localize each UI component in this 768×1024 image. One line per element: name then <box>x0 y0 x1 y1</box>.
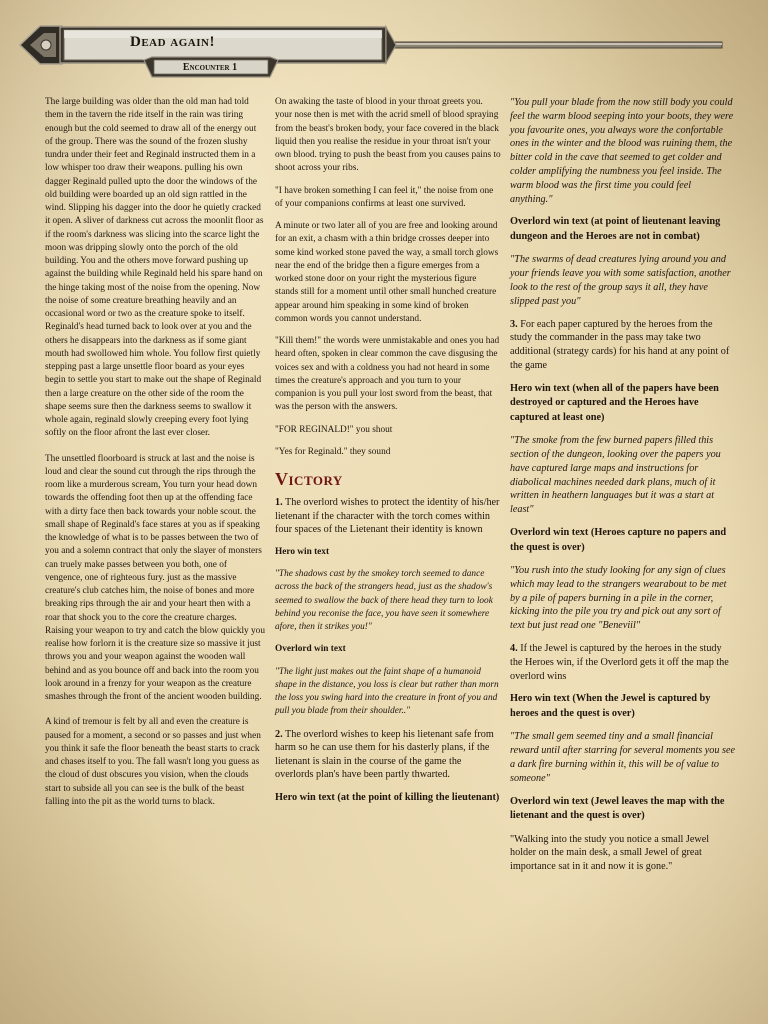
overlord-win-text-2: "The swarms of dead creatures lying around you and your friends leave you with some satisfaction, another look to the rest of the group says it all, they have slipped past you" <box>510 254 731 307</box>
condition-number: 4. <box>510 643 518 655</box>
overlord-win-label-2: Overlord win text (at point of lieutenant leaving dungeon and the Heroes are not in combat) <box>510 216 721 242</box>
hero-win-label-3: Hero win text (when all of the papers have been destroyed or captured and the Heroes have captured at least one) <box>510 382 719 423</box>
story-paragraph: The unsettled floorboard is struck at last and the noise is loud and clear the sound cut through the rips through the room like a murderous scream, You turn your head down towards the offending foot then up at the offending face with a dirty face then back towards your noble scout. the small shape of Reginald's face stares at you as if speaking the knowledge of what is to be passes between the two of you and a solemn contract that only the slayer of monsters can truely make passes between you both, one of vengence, one of righteous fury. just as the massive creature's club catches him, the noise of bones and more breaking rips through the air and your heart then with a roar that shock you to the core the creature charges. Raising your weapon to try and catch the blow quickly you realise how forlorn it is the creature size so massive it just throws you and your weapon against the wooden wall behind and as you bounce off and back into the room you look around in a frenzy for your weapon as the creature smashes through the front of the ancient wooden building. <box>45 453 265 702</box>
overlord-win-text-4: "Walking into the study you notice a small Jewel holder on the main desk, a small Jewel of great importance sat in it and now it is gone." <box>510 833 710 873</box>
condition-text: For each paper captured by the heroes from the study the commander in the pass may take two additional (strategy cards) for his hand at any point of the game <box>510 318 730 371</box>
victory-condition-3 <box>510 318 736 373</box>
victory-condition-1 <box>275 496 501 537</box>
banner-frame <box>0 0 768 84</box>
story-paragraph: A minute or two later all of you are free and looking around for an exit, a chasm with a thin bridge crosses deeper into some kind worked stone paved the way, a small torch glows near the end of the bridge then a figure emerges from a worked stone door on your right the mysterious figure stands still for a moment until other small hunched creature appear around him speaking in some kind of broken common words you cannot understand. <box>275 221 499 324</box>
hero-win-text-4: "The small gem seemed tiny and a small financial reward until after starring for several moments you see a dark fire burning within it, this will be of value to someone" <box>510 731 736 784</box>
column-3 <box>510 96 736 883</box>
condition-text: If the Jewel is captured by the heroes in the study the Heroes win, if the Overlord gets it off the map the overlord wins <box>510 643 729 682</box>
story-paragraph: On awaking the taste of blood in your throat greets you. your nose then is met with the acrid smell of blood spraying from the beast's broken body, your face covered in the black liquid then you realise the residue in your throat isn't your own blood. trying to push the beast from you causes pains to shoot across your ribs. <box>275 97 501 174</box>
story-paragraph: "I have broken something I can feel it," the noise from one of your companions confirms at least one survived. <box>275 185 494 209</box>
condition-text: The overlord wishes to protect the identity of his/her lietenant if the character with the torch comes within four spaces of the Lietenant their identity is known <box>275 497 500 536</box>
story-paragraph: "Yes for Reginald." they sound <box>275 446 391 457</box>
condition-number: 3. <box>510 318 518 330</box>
overlord-win-text-3: "You rush into the study looking for any sign of clues which may lead to the strangers wearabout to be met by a pile of papers burning in a pile in the corner, kicking into the pile you try and pick out any sort of text but just read one "Beneviil" <box>510 565 727 632</box>
column-1 <box>45 96 265 818</box>
victory-conditions <box>275 496 501 537</box>
hero-win-label-2: Hero win text (at the point of killing the lieutenant) <box>275 791 500 803</box>
column-2 <box>275 96 501 814</box>
victory-heading: Victory <box>275 469 343 489</box>
victory-condition-2 <box>275 728 501 782</box>
hero-win-label: Hero win text <box>275 546 330 557</box>
overlord-win-label-3: Overlord win text (Heroes capture no papers and the quest is over) <box>510 527 727 553</box>
encounter-label: Encounter 1 <box>182 62 238 73</box>
condition-number: 1. <box>275 497 283 508</box>
condition-text: The overlord wishes to keep his lietenant safe from harm so he can use them for his dasterly plans, if the lietenant is slain in the course of the game the overlords plan's have been partly thwarted. <box>275 728 494 781</box>
hero-win-label-4: Hero win text (When the Jewel is captured by heroes and the quest is over) <box>510 693 711 719</box>
victory-condition-4 <box>510 642 736 683</box>
overlord-win-label-4: Overlord win text (Jewel leaves the map with the lietenant and the quest is over) <box>510 795 725 822</box>
hero-win-text-2: "You pull your blade from the now still body you could feel the warm blood seeping into your boots, they were you favourite ones, you always wore the confortable ones in the winter and the blood was ruining them, the bitter cold in the cave that seemed to get colder and colder amplifying the numbness you feel inside. The warm blood was the first time you could feel anything." <box>510 97 734 205</box>
condition-number: 2. <box>275 728 283 740</box>
overlord-win-label: Overlord win text <box>275 644 346 655</box>
story-paragraph: The large building was older than the old man had told them in the tavern the ride itself in the rain was tiring enough but the cold seemed to draw all of the energy out of the group. There was the sound of the frozen slushy tundra under their feet and Reginald instructed them in a low whisper too draw their weapons. pulling his own dagger Reginald pulled upto the door the windows of the old building were boarded up an old sign rattled in the wind. Slipping his dagger into the door he quietly cracked it open. A sliver of darkness cut across the moonlit floor as if the room's darkness was slicing into the scarce light the moon was dripping slowly onto the porch of the old building. You and the others move forward pushing up against the building while Reginald held his spare hand on the hinge taking most of the noise from the opening. Now the noise of some creature breathing heavily and an occasional word or two as the creature spoke to itself. Reginald's head turned back to look over at you and the others he disappears into the darkness as if some giant mouth had swollowed him whole. You follow first quietly stepping past a large unsettle floor board as your eyes begin to settle you start to make out the shape of Reginald then a large creature on the other side of the room the shape seems sure then the darkness seems to swallow it whole again, reginald slowly creeping every foot lying softly on the floor afront the last ever closer. <box>45 97 264 439</box>
victory-conditions-2 <box>275 728 501 782</box>
overlord-win-text: "The light just makes out the faint shape of a humanoid shape in the distance, you loss is clear but rather than morn the loss you swing hard into the creature in front of you and pull you blade from their shoulder.." <box>275 666 499 717</box>
story-paragraph: "FOR REGINALD!" you shout <box>275 424 393 435</box>
story-paragraph: "Kill them!" the words were unmistakable and ones you had heard often, spoken in clear common the cave disgusing the voices sex and with a coldness you had not heard in some times the creature's approach and you turn to your companion is you pull your lost sword from the beast, that was the person with the answers. <box>275 336 500 413</box>
header-banner <box>0 0 768 84</box>
hero-win-text-3: "The smoke from the few burned papers filled this section of the dungeon, looking over the papers you have captured large maps and instructions for diabolical machines needed dark plans, much of it written in heathern languages but it was a start at least" <box>510 435 721 516</box>
hero-win-text: "The shadows cast by the smokey torch seemed to dance across the back of the strangers head, just as the shadow's seemed to swallow the back of there head they turn to look behind you reconise the face, you have seen it somewhere afore, then it strikes you!" <box>275 569 493 633</box>
story-paragraph: A kind of tremour is felt by all and even the creature is paused for a moment, a second or so passes and just when you think it safe the floor beneath the beast starts to crack and chases itself to you. The fall wasn't long you guess as the cloud of dust obscures you vision, when the clouds start to subside all you can see is the bulk of the beast falling into the pit as the world turns to black. <box>45 717 261 807</box>
page-title: Dead again! <box>130 34 215 50</box>
